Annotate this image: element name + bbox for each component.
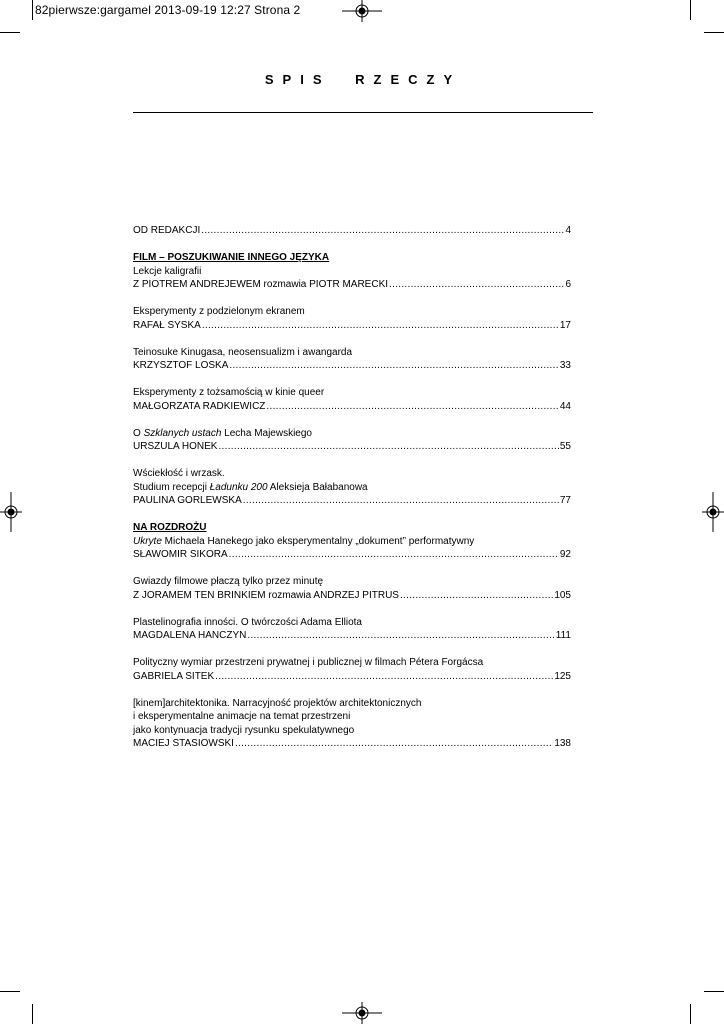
printer-slug: 82pierwsze:gargamel 2013-09-19 12:27 Strona 2 (35, 3, 301, 17)
page-number: 138 (554, 738, 571, 749)
toc-entry (133, 656, 571, 683)
entry-text: Z JORAMEM TEN BRINKIEM rozmawia ANDRZEJ PITRUS (133, 589, 399, 601)
entry-text: [kinem]architektonika. Narracyjność projektów architektonicznych (133, 697, 422, 709)
toc-author-line (133, 737, 571, 751)
entry-text: Z PIOTREM ANDREJEWEM rozmawia PIOTR MARECKI (133, 279, 389, 290)
toc-entry (133, 305, 571, 332)
page-title: SPIS RZECZY (264, 72, 462, 87)
entry-text: Plastelinografia inności. O twórczości Adama Elliota (133, 616, 362, 628)
entry-text: PAULINA GORLEWSKA (133, 495, 242, 506)
toc-author-line (133, 224, 571, 238)
toc-title-line (133, 656, 571, 670)
toc-title-line (133, 535, 571, 549)
toc-title-line (133, 427, 571, 441)
page-number: 55 (559, 441, 571, 452)
toc-author-line (133, 359, 571, 373)
entry-text: KRZYSZTOF LOSKA (133, 360, 229, 371)
entry-text: URSZULA HONEK (133, 441, 218, 452)
entry-text: SŁAWOMIR SIKORA (133, 549, 228, 560)
entry-text-part: Aleksieja Bałabanowa (267, 481, 368, 493)
title-rule (133, 112, 593, 113)
entry-text: i eksperymentalne animacje na temat przestrzeni (133, 711, 351, 722)
entry-text-part: Michaela Hanekego jako eksperymentalny „dokument” performatywny (161, 535, 475, 547)
entry-text-part: O (133, 427, 144, 439)
entry-text: jako kontynuacja tradycji rysunku spekulatywnego (133, 724, 355, 736)
dot-leader (266, 400, 558, 414)
crop-mark (704, 991, 724, 992)
dot-leader (400, 589, 553, 603)
entry-text: OD REDAKCJI (133, 225, 201, 236)
toc-author-line (133, 400, 571, 414)
toc-entry (133, 251, 571, 292)
entry-text: Polityczny wymiar przestrzeni prywatnej i publicznej w filmach Pétera Forgácsa (133, 657, 484, 668)
entry-text: MAGDALENA HANCZYN (133, 630, 247, 641)
toc-author-line (133, 629, 571, 643)
entry-text: Eksperymenty z tożsamością w kinie queer (133, 387, 325, 398)
toc-author-line (133, 440, 571, 454)
page-number: 4 (565, 225, 571, 236)
page-number: 77 (559, 495, 571, 506)
toc-entry (133, 575, 571, 602)
page-number: 44 (559, 400, 571, 412)
toc-title-line (133, 467, 571, 481)
page-number: 33 (559, 360, 571, 371)
entry-text (133, 427, 312, 441)
toc-entry (133, 427, 571, 454)
registration-mark-icon (702, 492, 724, 532)
toc-author-line (133, 494, 571, 508)
toc-author-line (133, 589, 571, 603)
page-number: 92 (559, 549, 571, 560)
registration-mark-icon (0, 492, 22, 532)
toc-entry (133, 521, 571, 562)
dot-leader (247, 629, 554, 643)
crop-mark (690, 0, 691, 20)
toc-title-line (133, 265, 571, 279)
toc-title-line (133, 575, 571, 589)
section-heading: NA ROZDROŻU (133, 522, 207, 533)
dot-leader (201, 224, 564, 238)
toc-title-line (133, 305, 571, 319)
page-number: 111 (555, 630, 571, 641)
entry-text: MACIEJ STASIOWSKI (133, 738, 234, 749)
page-number: 105 (554, 589, 571, 601)
toc-author-line (133, 548, 571, 562)
entry-text: Eksperymenty z podzielonym ekranem (133, 306, 305, 317)
toc-title-line (133, 710, 571, 724)
dot-leader (218, 440, 558, 454)
entry-text: MAŁGORZATA RADKIEWICZ (133, 400, 266, 412)
crop-mark (690, 1004, 691, 1024)
page-number: 6 (565, 279, 571, 290)
entry-text: GABRIELA SITEK (133, 670, 215, 682)
entry-italic-title: Ukryte (133, 535, 162, 547)
entry-text: RAFAŁ SYSKA (133, 319, 201, 331)
crop-mark (704, 32, 724, 33)
toc-title-line (133, 481, 571, 495)
toc-author-line (133, 319, 571, 333)
entry-text (133, 535, 474, 549)
dot-leader (215, 670, 553, 684)
entry-text-part: Lecha Majewskiego (221, 427, 312, 439)
entry-italic-title: Szklanych ustach (143, 427, 222, 439)
dot-leader (389, 278, 564, 292)
entry-text: Teinosuke Kinugasa, neosensualizm i awangarda (133, 346, 353, 358)
dot-leader (243, 494, 559, 508)
registration-mark-icon (342, 0, 382, 22)
crop-mark (0, 32, 20, 33)
entry-text: Wściekłość i wrzask. (133, 468, 225, 479)
toc-author-line (133, 670, 571, 684)
registration-mark-icon (342, 1002, 382, 1024)
toc-title-line (133, 724, 571, 738)
toc-title-line (133, 386, 571, 400)
toc-entry (133, 224, 571, 238)
toc-title-line (133, 616, 571, 630)
toc-entry (133, 346, 571, 373)
entry-text: Lekcje kaligrafii (133, 265, 202, 277)
toc-title-line (133, 697, 571, 711)
entry-italic-title: Ładunku 200 (209, 481, 268, 493)
dot-leader (229, 548, 559, 562)
toc-entry (133, 697, 571, 751)
page-number: 17 (559, 319, 571, 331)
page-number: 125 (554, 670, 571, 682)
dot-leader (229, 359, 558, 373)
crop-mark (32, 0, 33, 20)
crop-mark (0, 991, 20, 992)
toc-author-line (133, 278, 571, 292)
toc-entry (133, 386, 571, 413)
section-heading: FILM – POSZUKIWANIE INNEGO JĘZYKA (133, 252, 330, 263)
entry-text (133, 481, 368, 495)
entry-text-part: Studium recepcji (133, 481, 210, 493)
dot-leader (235, 737, 553, 751)
toc-entry (133, 616, 571, 643)
dot-leader (202, 319, 559, 333)
toc-entry (133, 467, 571, 508)
table-of-contents (133, 224, 571, 764)
crop-mark (32, 1004, 33, 1024)
toc-title-line (133, 346, 571, 360)
entry-text: Gwiazdy filmowe płaczą tylko przez minutę (133, 576, 324, 587)
